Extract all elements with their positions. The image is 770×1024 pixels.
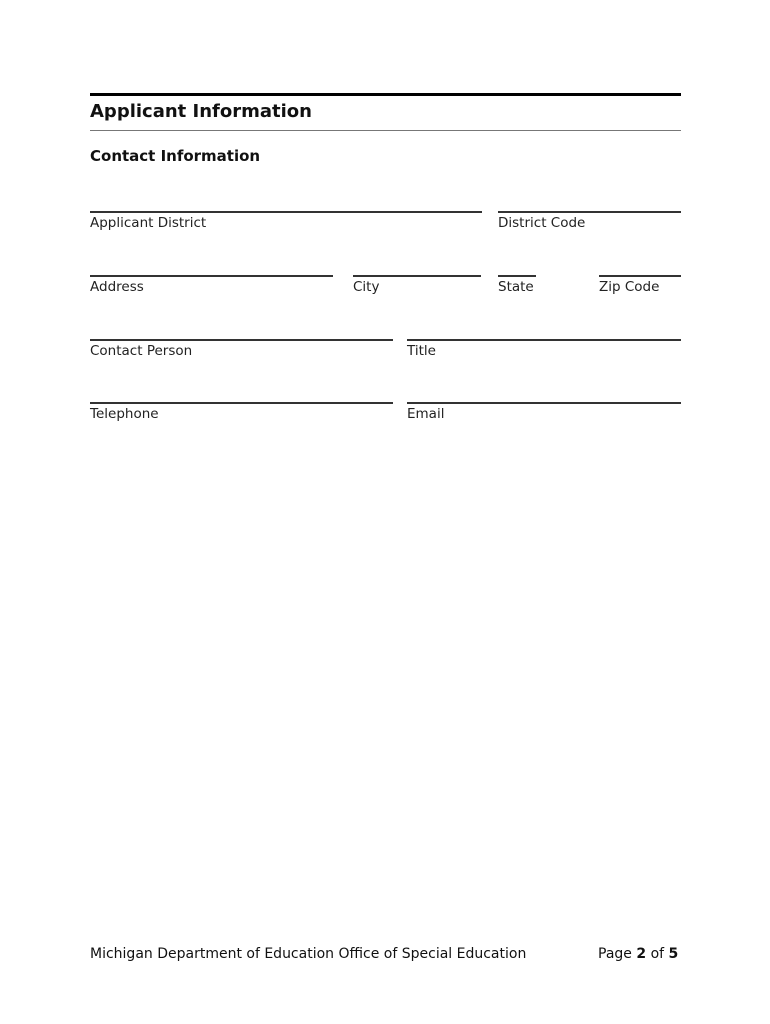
contact-person-label: Contact Person <box>90 343 193 359</box>
district-code-input-line[interactable] <box>498 211 681 213</box>
section-divider <box>90 130 681 131</box>
contact-person-input-line[interactable] <box>90 339 393 341</box>
title-field[interactable] <box>407 339 681 359</box>
page-prefix: Page <box>598 946 632 962</box>
applicant-district-field[interactable] <box>90 211 482 231</box>
city-label: City <box>353 279 380 295</box>
zip-code-field[interactable] <box>599 275 681 295</box>
telephone-input-line[interactable] <box>90 402 393 404</box>
zip-code-label: Zip Code <box>599 279 660 295</box>
district-code-field[interactable] <box>498 211 681 231</box>
address-input-line[interactable] <box>90 275 333 277</box>
district-code-label: District Code <box>498 215 586 231</box>
city-field[interactable] <box>353 275 481 295</box>
applicant-district-input-line[interactable] <box>90 211 482 213</box>
applicant-district-label: Applicant District <box>90 215 207 231</box>
page-of: of <box>650 946 665 962</box>
subsection-title: Contact Information <box>90 147 261 165</box>
address-field[interactable] <box>90 275 333 295</box>
telephone-label: Telephone <box>90 406 159 422</box>
state-label: State <box>498 279 534 295</box>
top-rule <box>90 93 681 96</box>
footer-organization: Michigan Department of Education Office of Special Education <box>90 946 527 962</box>
state-input-line[interactable] <box>498 275 536 277</box>
title-input-line[interactable] <box>407 339 681 341</box>
page-number <box>598 945 678 963</box>
page-current: 2 <box>636 946 647 962</box>
zip-code-input-line[interactable] <box>599 275 681 277</box>
email-input-line[interactable] <box>407 402 681 404</box>
state-field[interactable] <box>498 275 536 295</box>
telephone-field[interactable] <box>90 402 393 422</box>
email-label: Email <box>407 406 445 422</box>
email-field[interactable] <box>407 402 681 422</box>
contact-person-field[interactable] <box>90 339 393 359</box>
page-total: 5 <box>668 946 679 962</box>
address-label: Address <box>90 279 144 295</box>
city-input-line[interactable] <box>353 275 481 277</box>
section-title: Applicant Information <box>90 101 312 122</box>
title-label: Title <box>407 343 436 359</box>
